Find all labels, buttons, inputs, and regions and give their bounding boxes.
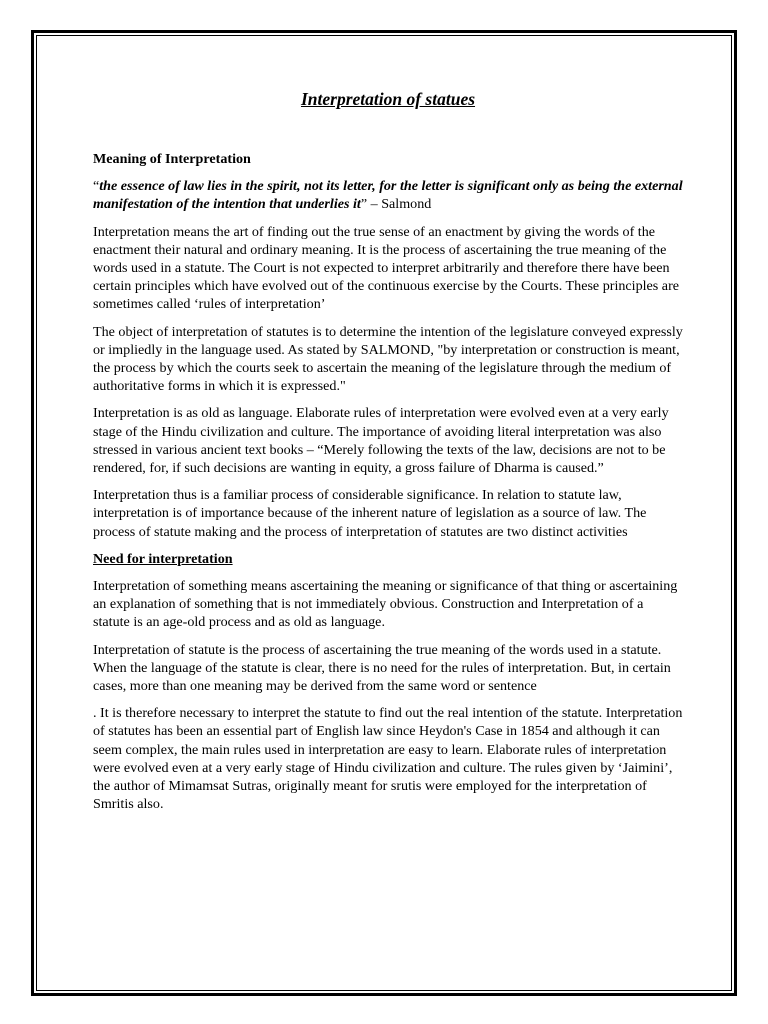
paragraph-2: The object of interpretation of statutes is to determine the intention of the legislature conveyed expressly or impliedly in the language used. As stated by SALMOND, "by interpretation or construction is meant, the process by which the courts seek to ascertain the meaning of the legislature through the medium of authoritative forms in which it is expressed." [93,323,683,395]
quote-text: the essence of law lies in the spirit, not its letter, for the letter is significant only as being the external manifestation of the intention that underlies it [93,178,683,213]
paragraph-7: . It is therefore necessary to interpret the statute to find out the real intention of the statute. Interpretation of statutes has been an essential part of English law since Heydon's Case in 1854 and although it can seem complex, the main rules used in interpretation are easy to learn. Elaborate rules of interpretation were evolved even at a very early stage of Hindu civilization and culture. The rules given by ‘Jaimini’, the author of Mimamsat Sutras, originally meant for srutis were employed for the interpretation of Smritis also. [93,705,683,813]
salmond-quote [93,177,683,213]
quote-attribution: ” – Salmond [360,196,432,213]
paragraph-6: Interpretation of statute is the process of ascertaining the true meaning of the words used in a statute. When the language of the statute is clear, there is no need for the rules of interpretation. But, in certain cases, more than one meaning may be derived from the same word or sentence [93,641,671,695]
quote-open-mark: “ [93,178,100,195]
paragraph-1: Interpretation means the art of finding out the true sense of an enactment by giving the words of the enactment their natural and ordinary meaning. It is the process of ascertaining the true meaning of the words used in a statute. The Court is not expected to interpret arbitrarily and therefore there have been certain principles which have evolved out of the continuous exercise by the Courts. These principles are sometimes called ‘rules of interpretation’ [93,223,680,313]
heading-need-for-interpretation: Need for interpretation [93,550,233,567]
heading-meaning-of-interpretation: Meaning of Interpretation [93,151,251,167]
paragraph-5: Interpretation of something means ascertaining the meaning or significance of that thing or ascertaining an explanation of something that is not immediately obvious. Construction and Interpretation of a statute is an age-old process and as old as language. [93,578,678,631]
document-body [93,88,683,823]
document-title: Interpretation of statues [300,89,476,109]
paragraph-3: Interpretation is as old as language. Elaborate rules of interpretation were evolved even at a very early stage of the Hindu civilization and culture. The importance of avoiding literal interpretation was also stressed in various ancient text books – “Merely following the texts of the law, decisions are not to be rendered, for, if such decisions are wanting in equity, a gross failure of Dharma is caused.” [93,405,669,477]
paragraph-4: Interpretation thus is a familiar process of considerable significance. In relation to statute law, interpretation is of importance because of the inherent nature of legislation as a source of law. The process of statute making and the process of interpretation of statutes are two distinct activities [93,487,647,540]
